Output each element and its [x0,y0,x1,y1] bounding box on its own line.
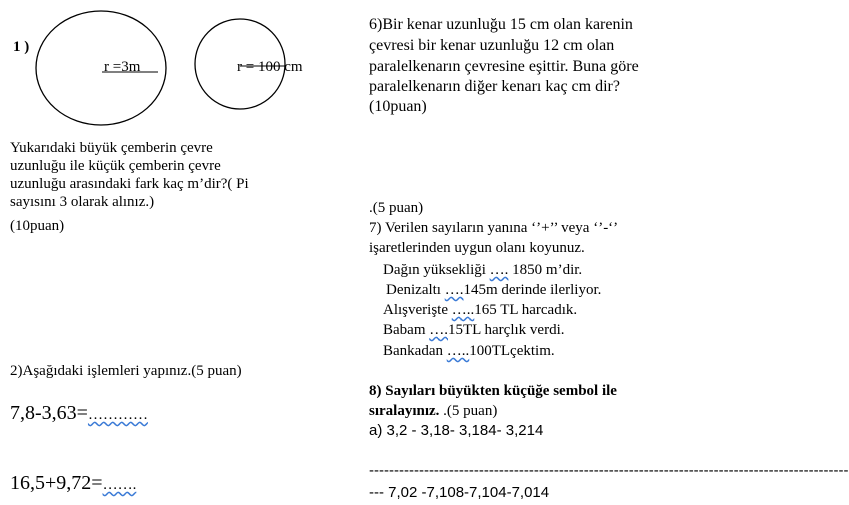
q6-line-3: paralelkenarın çevresine eşittir. Buna göre [369,58,639,75]
q8-title-line-1: 8) Sayıları büyükten küçüğe sembol ile [369,383,617,399]
q7-item-3-text: Alışverişte [383,302,452,318]
q7-item-2 [386,281,601,299]
q7-item-5-text: Bankadan [383,343,447,359]
q1-text-line-3: uzunluğu arasındaki fark kaç m’dir?( Pi [10,176,249,192]
small-circle-radius-label: r = 100 cm [237,59,303,75]
q7-item-4-text: Babam [383,322,430,338]
q7-previous-points: .(5 puan) [369,200,424,216]
q2-title: 2)Aşağıdaki işlemleri yapınız.(5 puan) [10,363,242,379]
q7-item-1 [383,261,582,279]
q7-item-4-blank: …. [429,322,448,338]
q7-line-2: işaretlerinden uygun olanı koyunuz. [369,240,585,256]
q7-item-3-blank: ….. [451,302,475,318]
q1-points: (10puan) [10,218,65,234]
q8-part-a: a) 3,2 - 3,18- 3,184- 3,214 [369,422,544,439]
q1-text-line-4: sayısını 3 olarak alınız.) [10,194,155,210]
big-circle [36,11,166,125]
q7-item-1-value: 1850 m’dir. [508,262,583,278]
q7-item-5 [383,342,555,360]
q1-number: 1 ) [13,39,30,55]
q1-text-line-2: uzunluğu ile küçük çemberin çevre [10,158,221,174]
q2-op1-expression: 7,8-3,63= [10,402,88,424]
q8-dash-line: ------------------------------------------------------------------------------------------------ [369,462,849,479]
q6-line-4: paralelkenarın diğer kenarı kaç cm dir? [369,78,620,95]
q7-item-2-blank: …. [444,282,464,298]
q2-op1-blank: ………… [87,407,148,423]
q8-title-line-2 [369,402,497,420]
q1-text-line-1: Yukarıdaki büyük çemberin çevre [10,140,213,156]
q7-item-1-blank: …. [489,262,509,278]
q8-title-word: sıralayınız. [369,403,440,419]
q7-item-3-value: 165 TL harcadık. [474,302,578,318]
q6-line-2: çevresi bir kenar uzunluğu 12 cm olan [369,37,615,54]
q7-item-2-value: 145m derinde ilerliyor. [463,282,602,298]
q7-item-4 [383,321,564,339]
q2-operation-1 [10,401,148,425]
q2-operation-2 [10,471,136,495]
q7-item-1-text: Dağın yüksekliği [383,262,490,278]
q2-op2-expression: 16,5+9,72= [10,472,103,494]
q7-item-4-value: 15TL harçlık verdi. [448,322,565,338]
q2-op2-blank: ……. [102,477,137,493]
q7-item-2-text: Denizaltı [386,282,445,298]
q7-line-1: 7) Verilen sayıların yanına ‘’+’’ veya ‘’-‘’ [369,220,619,236]
q8-points: .(5 puan) [439,403,498,419]
q6-points: (10puan) [369,98,427,115]
q7-item-5-blank: ….. [446,343,470,359]
q6-line-1: 6)Bir kenar uzunluğu 15 cm olan karenin [369,16,633,33]
q7-item-5-value: 100TLçektim. [469,343,555,359]
q8-part-b: --- 7,02 -7,108-7,104-7,014 [369,484,550,501]
big-circle-radius-label: r =3m [104,59,141,75]
q7-item-3 [383,301,577,319]
